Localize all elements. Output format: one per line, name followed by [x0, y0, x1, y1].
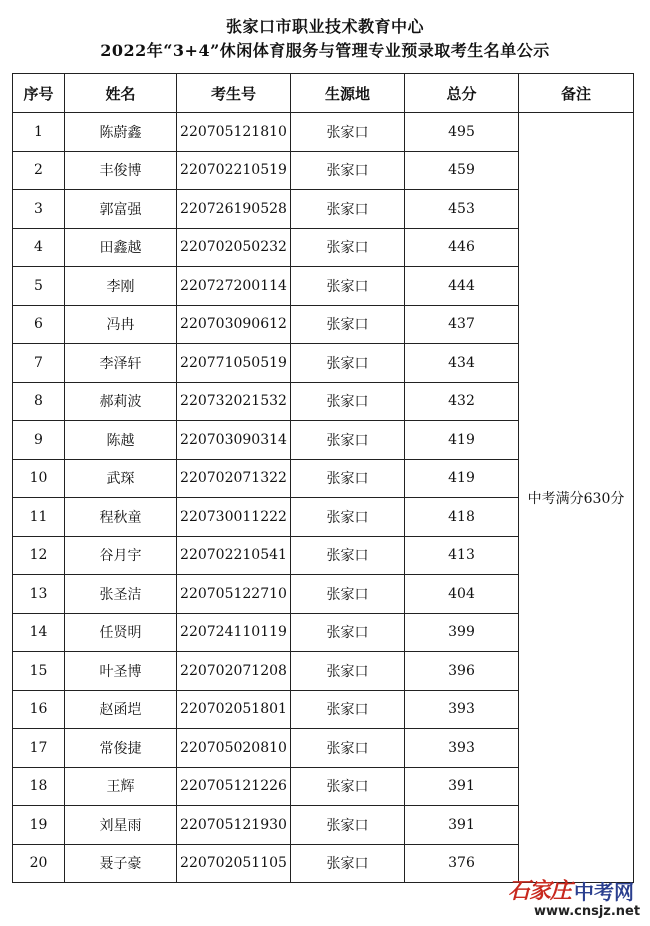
cell-name: 叶圣博	[65, 652, 177, 691]
header-no: 序号	[13, 74, 65, 113]
cell-no: 7	[13, 344, 65, 383]
cell-no: 5	[13, 267, 65, 306]
cell-origin: 张家口	[291, 806, 405, 845]
cell-origin: 张家口	[291, 536, 405, 575]
cell-origin: 张家口	[291, 690, 405, 729]
cell-score: 453	[405, 190, 519, 229]
cell-score: 418	[405, 498, 519, 537]
watermark-site: 中考网	[574, 880, 634, 904]
watermark-url: www.cnsjz.net	[534, 904, 641, 919]
cell-score: 446	[405, 228, 519, 267]
cell-origin: 张家口	[291, 228, 405, 267]
cell-exam-id: 220702051801	[177, 690, 291, 729]
table-body	[13, 113, 634, 883]
cell-origin: 张家口	[291, 421, 405, 460]
cell-name: 李刚	[65, 267, 177, 306]
cell-exam-id: 220730011222	[177, 498, 291, 537]
cell-name: 陈蔚鑫	[65, 113, 177, 152]
cell-name: 武琛	[65, 459, 177, 498]
header-name: 姓名	[65, 74, 177, 113]
header-note: 备注	[519, 74, 634, 113]
cell-score: 391	[405, 767, 519, 806]
cell-exam-id: 220727200114	[177, 267, 291, 306]
cell-no: 11	[13, 498, 65, 537]
cell-exam-id: 220705121810	[177, 113, 291, 152]
cell-origin: 张家口	[291, 267, 405, 306]
cell-origin: 张家口	[291, 382, 405, 421]
cell-origin: 张家口	[291, 575, 405, 614]
cell-name: 李泽轩	[65, 344, 177, 383]
cell-score: 419	[405, 459, 519, 498]
cell-exam-id: 220705122710	[177, 575, 291, 614]
cell-origin: 张家口	[291, 652, 405, 691]
cell-score: 437	[405, 305, 519, 344]
cell-name: 田鑫越	[65, 228, 177, 267]
cell-no: 9	[13, 421, 65, 460]
cell-name: 赵函垲	[65, 690, 177, 729]
cell-score: 495	[405, 113, 519, 152]
cell-no: 12	[13, 536, 65, 575]
cell-origin: 张家口	[291, 305, 405, 344]
cell-origin: 张家口	[291, 613, 405, 652]
cell-exam-id: 220702050232	[177, 228, 291, 267]
cell-origin: 张家口	[291, 190, 405, 229]
cell-exam-id: 220724110119	[177, 613, 291, 652]
cell-no: 10	[13, 459, 65, 498]
cell-exam-id: 220702210519	[177, 151, 291, 190]
cell-name: 聂子豪	[65, 844, 177, 883]
cell-origin: 张家口	[291, 844, 405, 883]
cell-name: 丰俊博	[65, 151, 177, 190]
cell-score: 391	[405, 806, 519, 845]
cell-exam-id: 220703090314	[177, 421, 291, 460]
cell-no: 13	[13, 575, 65, 614]
header-origin: 生源地	[291, 74, 405, 113]
cell-no: 8	[13, 382, 65, 421]
cell-name: 谷月宇	[65, 536, 177, 575]
cell-exam-id: 220705121930	[177, 806, 291, 845]
cell-exam-id: 220702210541	[177, 536, 291, 575]
cell-origin: 张家口	[291, 767, 405, 806]
cell-score: 396	[405, 652, 519, 691]
cell-score: 393	[405, 729, 519, 768]
cell-score: 399	[405, 613, 519, 652]
cell-name: 陈越	[65, 421, 177, 460]
cell-exam-id: 220732021532	[177, 382, 291, 421]
cell-no: 6	[13, 305, 65, 344]
cell-name: 任贤明	[65, 613, 177, 652]
cell-name: 张圣洁	[65, 575, 177, 614]
cell-no: 19	[13, 806, 65, 845]
cell-no: 3	[13, 190, 65, 229]
cell-score: 444	[405, 267, 519, 306]
cell-no: 15	[13, 652, 65, 691]
admission-table	[12, 73, 634, 883]
header-row	[13, 74, 634, 113]
cell-score: 404	[405, 575, 519, 614]
cell-score: 432	[405, 382, 519, 421]
cell-name: 程秋童	[65, 498, 177, 537]
cell-exam-id: 220702071322	[177, 459, 291, 498]
document-title: 张家口市职业技术教育中心	[225, 17, 424, 36]
cell-origin: 张家口	[291, 729, 405, 768]
cell-no: 1	[13, 113, 65, 152]
table-row	[13, 113, 634, 152]
cell-origin: 张家口	[291, 113, 405, 152]
cell-exam-id: 220705020810	[177, 729, 291, 768]
cell-score: 419	[405, 421, 519, 460]
cell-no: 20	[13, 844, 65, 883]
cell-note: 中考满分630分	[519, 113, 634, 883]
cell-name: 常俊捷	[65, 729, 177, 768]
watermark-logo: 石家庄	[508, 878, 572, 904]
cell-name: 郝莉波	[65, 382, 177, 421]
cell-no: 17	[13, 729, 65, 768]
cell-no: 16	[13, 690, 65, 729]
cell-score: 434	[405, 344, 519, 383]
cell-name: 刘星雨	[65, 806, 177, 845]
cell-no: 14	[13, 613, 65, 652]
table-header	[13, 74, 634, 113]
cell-exam-id: 220705121226	[177, 767, 291, 806]
cell-exam-id: 220703090612	[177, 305, 291, 344]
cell-no: 2	[13, 151, 65, 190]
cell-score: 393	[405, 690, 519, 729]
header-exam-id: 考生号	[177, 74, 291, 113]
cell-name: 冯冉	[65, 305, 177, 344]
cell-origin: 张家口	[291, 459, 405, 498]
cell-origin: 张家口	[291, 151, 405, 190]
cell-name: 郭富强	[65, 190, 177, 229]
cell-score: 376	[405, 844, 519, 883]
cell-exam-id: 220771050519	[177, 344, 291, 383]
cell-score: 459	[405, 151, 519, 190]
cell-exam-id: 220702071208	[177, 652, 291, 691]
cell-origin: 张家口	[291, 344, 405, 383]
cell-name: 王辉	[65, 767, 177, 806]
document-subtitle: 2022年“3+4”休闲体育服务与管理专业预录取考生名单公示	[100, 41, 550, 60]
cell-score: 413	[405, 536, 519, 575]
cell-no: 18	[13, 767, 65, 806]
header-score: 总分	[405, 74, 519, 113]
cell-exam-id: 220702051105	[177, 844, 291, 883]
cell-exam-id: 220726190528	[177, 190, 291, 229]
cell-origin: 张家口	[291, 498, 405, 537]
watermark	[508, 874, 648, 924]
cell-no: 4	[13, 228, 65, 267]
